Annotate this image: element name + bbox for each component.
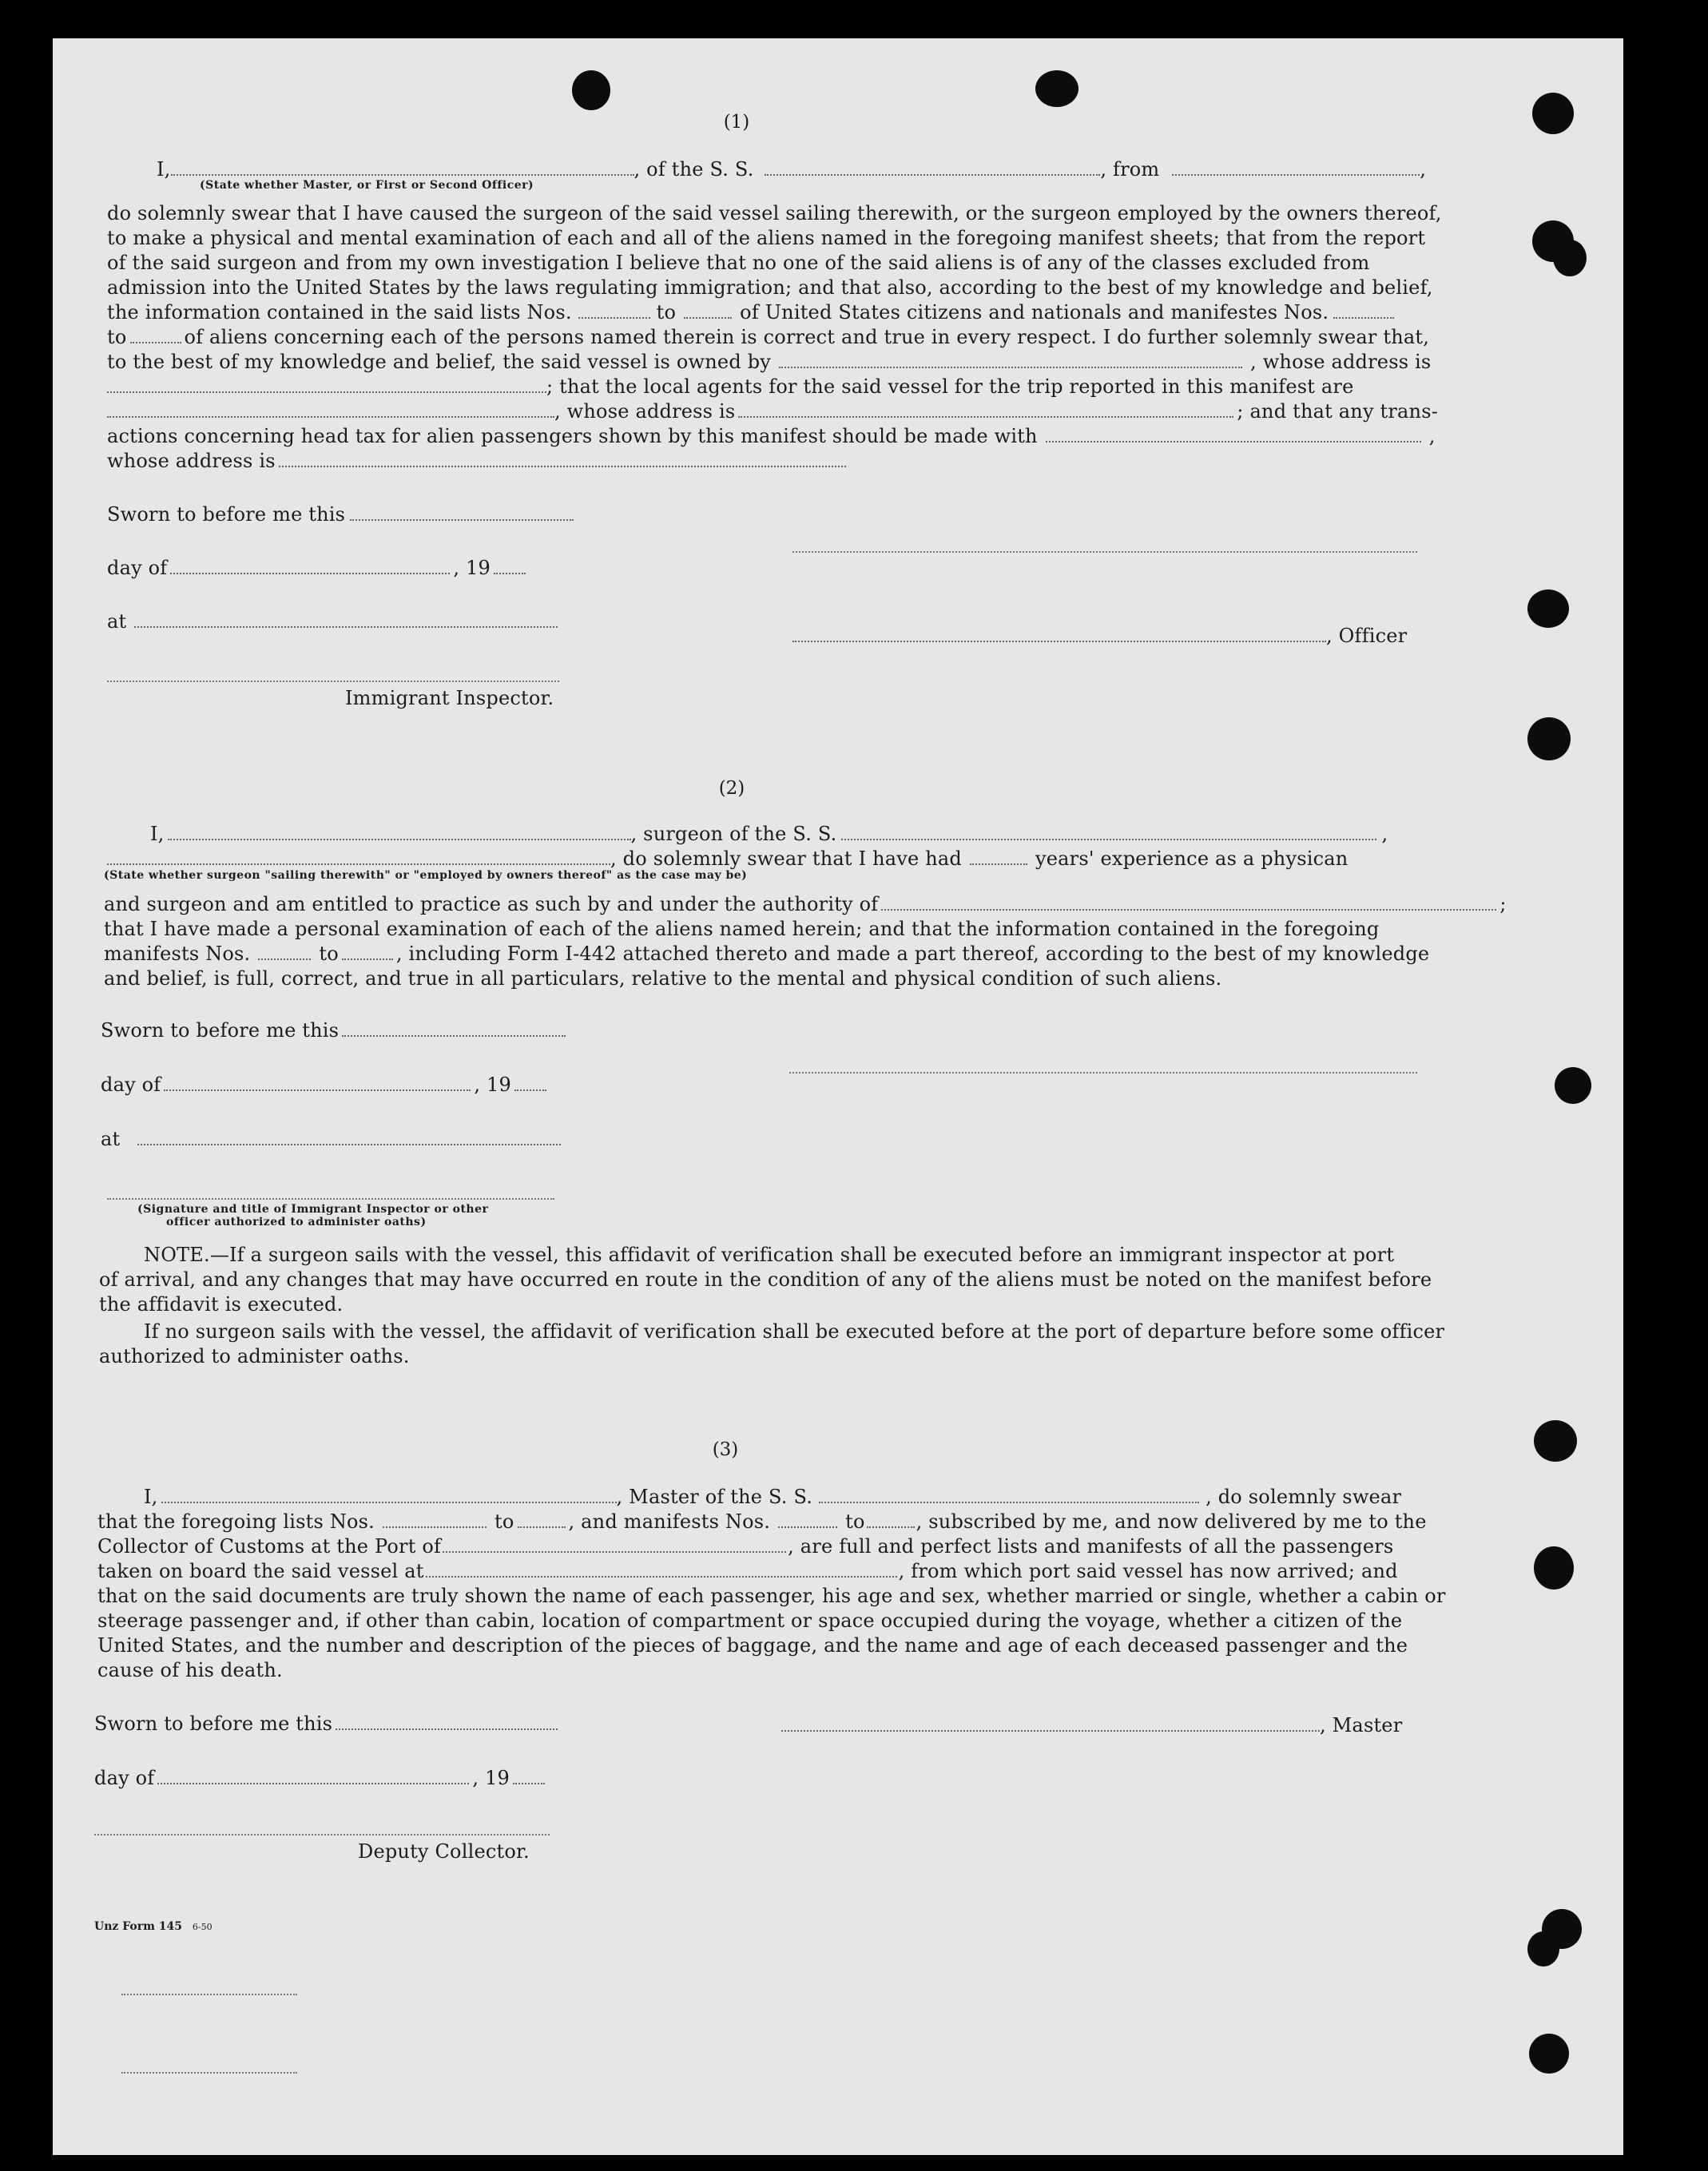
punch-hole [1527, 717, 1571, 760]
s1-paragraph-line: to of aliens concerning each of the persons named therein is correct and true in every respect. I do further solemnly swear that, [107, 326, 1430, 348]
s3-line-1: I, , Master of the S. S. , do solemnly swear [144, 1486, 1402, 1508]
s3-paragraph-line: United States, and the number and description of the pieces of baggage, and the name and age of each deceased passenger and the [97, 1634, 1408, 1657]
s2-at: at [101, 1128, 561, 1150]
s3-paragraph-line: taken on board the said vessel at , from which port said vessel has now arrived; and [97, 1560, 1398, 1582]
s2-signature-line [789, 1072, 1417, 1074]
s1-officer-line: , Officer [792, 625, 1407, 647]
s3-paragraph-line: Collector of Customs at the Port of , are full and perfect lists and manifests of all the passengers [97, 1535, 1394, 1558]
s1-paragraph-line: do solemnly swear that I have caused the surgeon of the said vessel sailing therewith, or the surgeon employed by the owners thereof, [107, 202, 1442, 224]
s1-paragraph-line: the information contained in the said lists Nos. to of United States citizens and nationals and manifestes Nos. [107, 301, 1394, 323]
s1-paragraph-line: admission into the United States by the laws regulating immigration; and that also, according to the best of my knowledge and belief, [107, 276, 1433, 299]
s3-paragraph-line: cause of his death. [97, 1659, 283, 1681]
s1-day-of: day of , 19 [107, 557, 526, 579]
punch-hole [1534, 1546, 1574, 1590]
s2-paragraph-line: and surgeon and am entitled to practice as such by and under the authority of ; [104, 893, 1507, 915]
form-id: Unz Form 145 6-50 [94, 1920, 213, 1933]
s3-sworn: Sworn to before me this [94, 1713, 558, 1735]
s2-paragraph-line: that I have made a personal examination of each of the aliens named herein; and that the information contained in the foregoing [104, 918, 1380, 940]
blank-line [121, 1994, 297, 1995]
s2-sworn: Sworn to before me this [101, 1019, 566, 1042]
section-number: (1) [723, 112, 750, 133]
s1-paragraph-line: to the best of my knowledge and belief, the said vessel is owned by , whose address is [107, 351, 1432, 373]
punch-hole [1035, 70, 1078, 107]
s3-deputy-line [94, 1834, 550, 1836]
punch-hole [1529, 2034, 1569, 2074]
punch-hole [1527, 589, 1569, 628]
s2-signature-note: officer authorized to administer oaths) [166, 1216, 427, 1228]
punch-hole [1534, 1420, 1577, 1462]
s3-paragraph-line: steerage passenger and, if other than cabin, location of compartment or space occupied during the voyage, whether a citizen of the [97, 1609, 1403, 1632]
s1-inspector-label: Immigrant Inspector. [345, 687, 554, 709]
s1-paragraph-line: whose address is [107, 450, 846, 472]
s1-line-1: I, , of the S. S. , from , [157, 158, 1427, 181]
s1-paragraph-line: of the said surgeon and from my own investigation I believe that no one of the said aliens is of any of the classes excluded from [107, 252, 1370, 274]
s3-paragraph-line: that the foregoing lists Nos. to , and manifests Nos. to , subscribed by me, and now delivered by me to the [97, 1510, 1427, 1533]
section-number: (3) [712, 1439, 739, 1460]
s3-master-line: , Master [781, 1714, 1402, 1736]
punch-hole [1555, 1067, 1591, 1104]
s1-paragraph-line: actions concerning head tax for alien passengers shown by this manifest should be made with , [107, 425, 1436, 447]
s1-paragraph-line: to make a physical and mental examination of each and all of the aliens named in the foregoing manifest sheets; that from the report [107, 227, 1426, 249]
s2-note-line: authorized to administer oaths. [99, 1345, 410, 1367]
punch-hole [572, 70, 610, 110]
s1-paragraph-line: , whose address is ; and that any trans- [107, 400, 1438, 423]
s2-paragraph-line: manifests Nos. to , including Form I-442 attached thereto and made a part thereof, according to the best of my knowledge [104, 943, 1430, 965]
s1-at: at [107, 610, 558, 633]
s2-line-1: I, , surgeon of the S. S. , [150, 823, 1388, 845]
s2-day-of: day of , 19 [101, 1074, 546, 1096]
s2-note-line: NOTE.—If a surgeon sails with the vessel, this affidavit of verification shall be executed before an immigrant inspector at port [144, 1244, 1395, 1266]
section-number: (2) [718, 778, 745, 799]
s3-paragraph-line: that on the said documents are truly shown the name of each passenger, his age and sex, whether married or single, whether a cabin or [97, 1585, 1446, 1607]
punch-hole [1532, 93, 1574, 134]
s3-day-of: day of , 19 [94, 1767, 545, 1789]
s2-note-line: of arrival, and any changes that may have occurred en route in the condition of any of the aliens must be noted on the manifest before [99, 1268, 1432, 1291]
s1-signature-line [792, 551, 1417, 553]
s2-signature-note: (Signature and title of Immigrant Inspector or other [137, 1203, 489, 1216]
punch-hole [1527, 1931, 1559, 1967]
blank-line [121, 2072, 297, 2074]
s1-inspector-line [107, 681, 559, 682]
s2-surgeon-note: (State whether surgeon "sailing therewith" or "employed by owners thereof" as the case may be) [104, 869, 748, 882]
s1-sworn: Sworn to before me this [107, 503, 574, 526]
s1-officer-note: (State whether Master, or First or Second Officer) [200, 179, 534, 192]
s2-note-line: the affidavit is executed. [99, 1293, 344, 1316]
s2-inspector-line [107, 1198, 554, 1200]
s3-deputy-label: Deputy Collector. [358, 1840, 530, 1863]
s1-paragraph-line: ; that the local agents for the said vessel for the trip reported in this manifest are [107, 375, 1354, 398]
s2-note-line: If no surgeon sails with the vessel, the affidavit of verification shall be executed before at the port of departure before some officer [144, 1320, 1445, 1343]
s2-line-2: , do solemnly swear that I have had years' experience as a physican [107, 847, 1348, 870]
s2-paragraph-line: and belief, is full, correct, and true in all particulars, relative to the mental and physical condition of such aliens. [104, 967, 1222, 990]
punch-hole [1553, 240, 1587, 276]
